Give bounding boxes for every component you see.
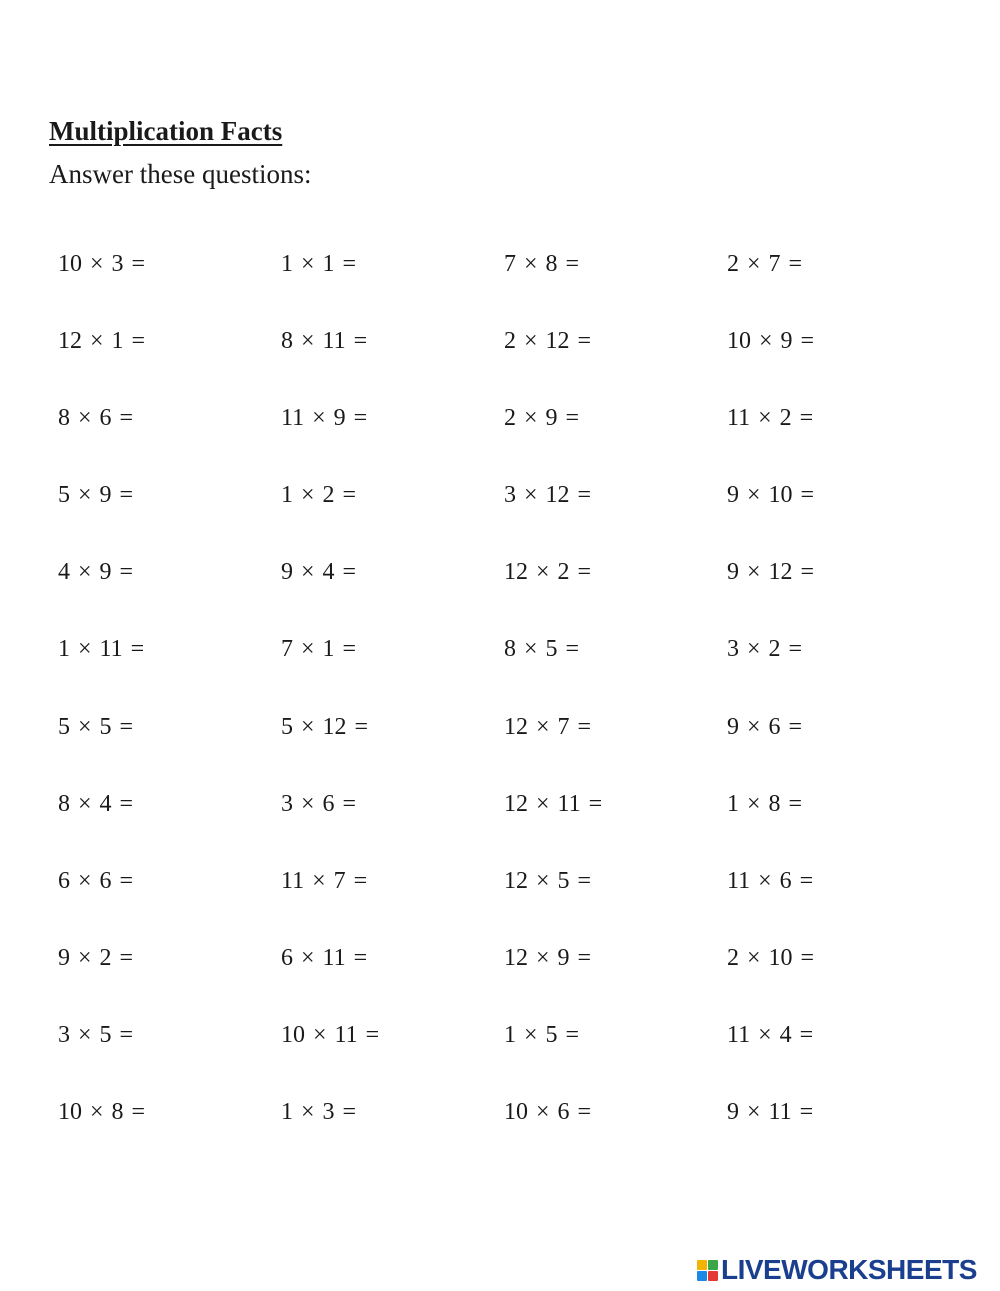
logo-mark-icon bbox=[697, 1260, 718, 1281]
multiplication-problem: 2 × 7 = bbox=[727, 251, 803, 277]
multiplication-problem: 11 × 7 = bbox=[281, 867, 368, 894]
logo-text: LIVEWORKSHEETS bbox=[721, 1254, 977, 1285]
logo-mark-square bbox=[697, 1260, 707, 1270]
multiplication-problem: 10 × 8 = bbox=[58, 1099, 146, 1126]
multiplication-problem: 12 × 5 = bbox=[504, 867, 592, 894]
multiplication-problem: 3 × 6 = bbox=[281, 790, 357, 817]
multiplication-problem: 11 × 2 = bbox=[727, 405, 814, 432]
multiplication-problem: 12 × 1 = bbox=[58, 328, 146, 355]
liveworksheets-logo bbox=[697, 1256, 977, 1284]
multiplication-problem: 1 × 1 = bbox=[281, 251, 357, 277]
multiplication-problem: 5 × 5 = bbox=[58, 713, 134, 740]
multiplication-problem: 2 × 10 = bbox=[727, 944, 815, 971]
multiplication-problem: 6 × 6 = bbox=[58, 867, 134, 894]
multiplication-problem: 11 × 4 = bbox=[727, 1021, 814, 1048]
multiplication-problem: 12 × 2 = bbox=[504, 559, 592, 586]
multiplication-problem: 1 × 5 = bbox=[504, 1021, 580, 1048]
multiplication-problem: 3 × 12 = bbox=[504, 482, 592, 509]
logo-mark-square bbox=[708, 1271, 718, 1281]
multiplication-problem: 12 × 9 = bbox=[504, 944, 592, 971]
multiplication-problem: 3 × 5 = bbox=[58, 1021, 134, 1048]
multiplication-problem: 10 × 3 = bbox=[58, 251, 146, 277]
multiplication-problem: 10 × 11 = bbox=[281, 1021, 380, 1048]
multiplication-problem: 12 × 7 = bbox=[504, 713, 592, 740]
logo-mark-square bbox=[697, 1271, 707, 1281]
multiplication-problem: 1 × 3 = bbox=[281, 1099, 357, 1126]
multiplication-problem: 10 × 6 = bbox=[504, 1099, 592, 1126]
multiplication-problem: 4 × 9 = bbox=[58, 559, 134, 586]
multiplication-problem: 9 × 11 = bbox=[727, 1099, 814, 1126]
multiplication-problem: 11 × 9 = bbox=[281, 405, 368, 432]
multiplication-problem: 10 × 9 = bbox=[727, 328, 815, 355]
multiplication-problem: 8 × 6 = bbox=[58, 405, 134, 432]
worksheet-title: Multiplication Facts bbox=[49, 116, 283, 146]
multiplication-problem: 9 × 10 = bbox=[727, 482, 815, 509]
problem-grid bbox=[58, 249, 950, 1174]
logo-mark-square bbox=[708, 1260, 718, 1270]
multiplication-problem: 5 × 9 = bbox=[58, 482, 134, 509]
multiplication-problem: 1 × 8 = bbox=[727, 790, 803, 817]
worksheet-instructions: Answer these questions: bbox=[49, 159, 312, 189]
multiplication-problem: 1 × 2 = bbox=[281, 482, 357, 509]
multiplication-problem: 1 × 11 = bbox=[58, 636, 145, 663]
multiplication-problem: 7 × 1 = bbox=[281, 636, 357, 663]
multiplication-problem: 6 × 11 = bbox=[281, 944, 368, 971]
multiplication-problem: 5 × 12 = bbox=[281, 713, 369, 740]
multiplication-problem: 9 × 2 = bbox=[58, 944, 134, 971]
multiplication-problem: 2 × 9 = bbox=[504, 405, 580, 432]
multiplication-problem: 9 × 12 = bbox=[727, 559, 815, 586]
multiplication-problem: 12 × 11 = bbox=[504, 790, 603, 817]
multiplication-problem: 8 × 4 = bbox=[58, 790, 134, 817]
multiplication-problem: 7 × 8 = bbox=[504, 251, 580, 277]
multiplication-problem: 11 × 6 = bbox=[727, 867, 814, 894]
multiplication-problem: 2 × 12 = bbox=[504, 328, 592, 355]
multiplication-problem: 8 × 11 = bbox=[281, 328, 368, 355]
multiplication-problem: 9 × 4 = bbox=[281, 559, 357, 586]
multiplication-problem: 8 × 5 = bbox=[504, 636, 580, 663]
multiplication-problem: 3 × 2 = bbox=[727, 636, 803, 663]
multiplication-problem: 9 × 6 = bbox=[727, 713, 803, 740]
